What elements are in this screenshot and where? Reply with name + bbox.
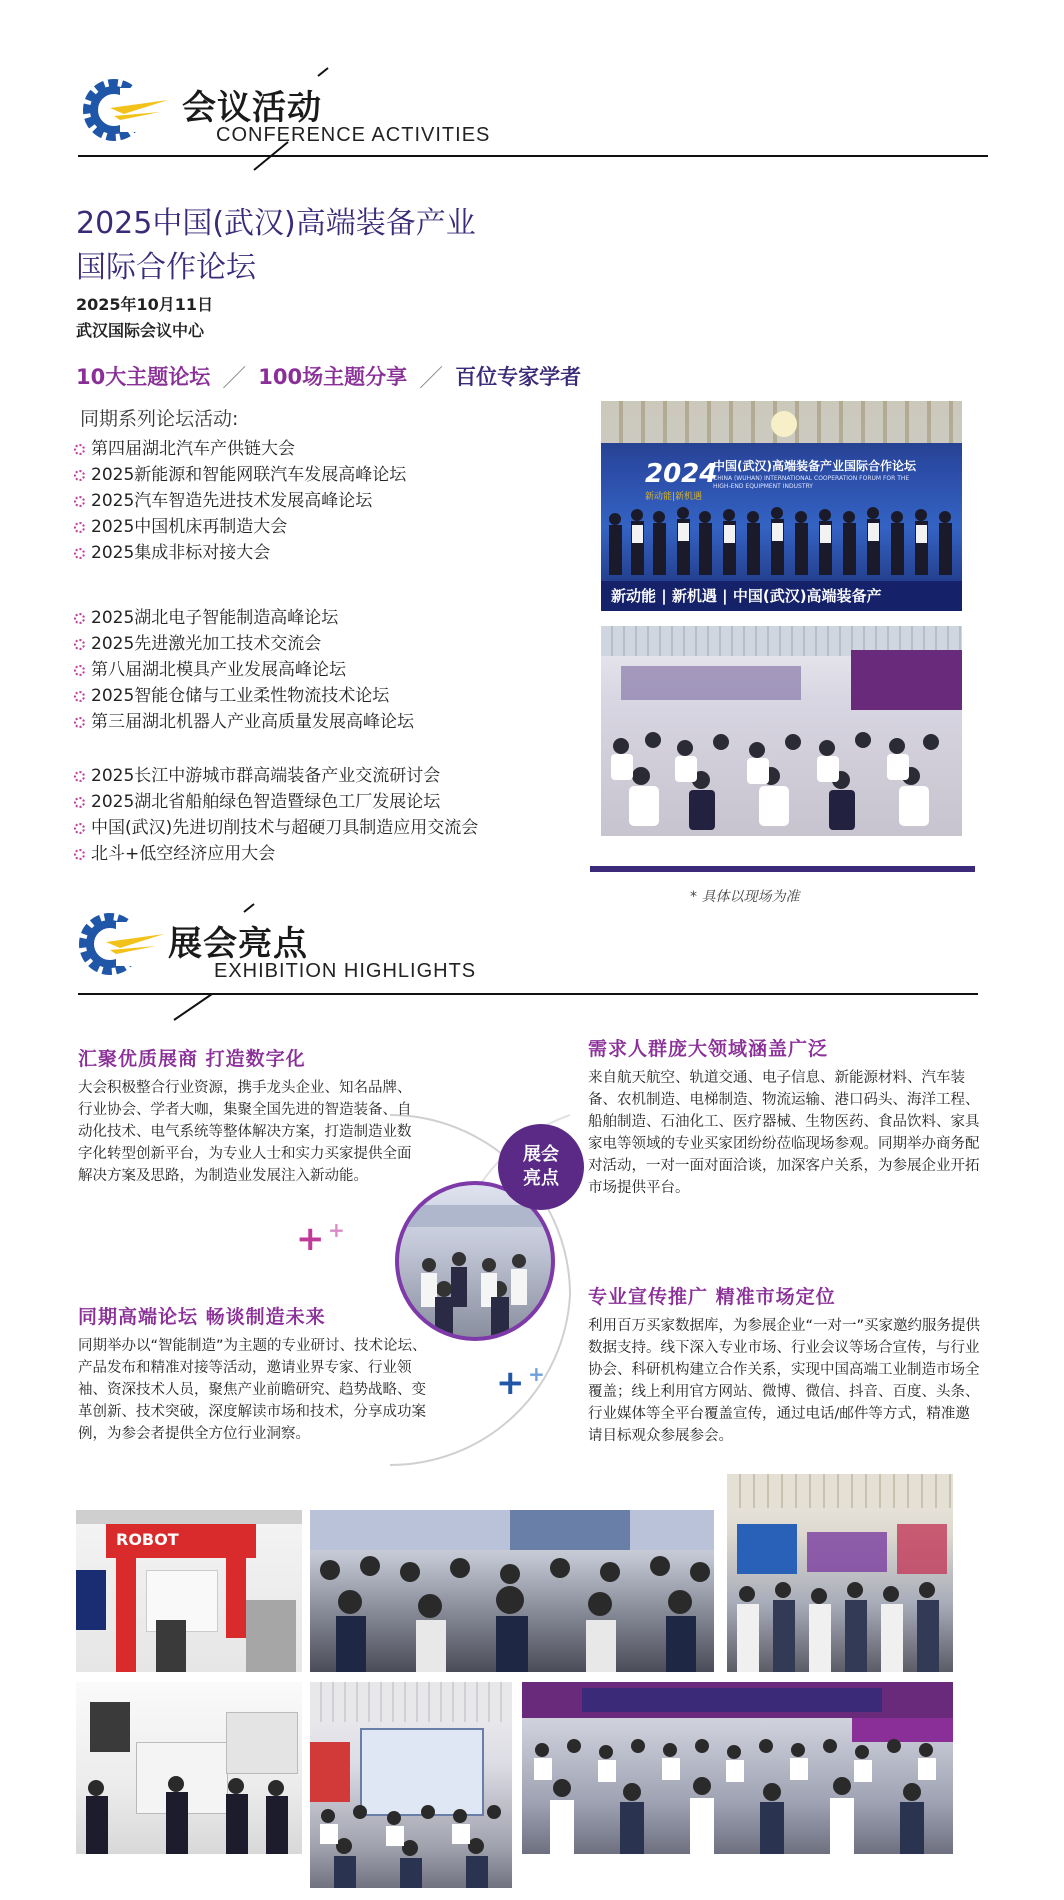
list-item: 中国(武汉)先进切削技术与超硬刀具制造应用交流会 — [74, 815, 478, 841]
list-item: 2025集成非标对接大会 — [74, 540, 406, 566]
stage-banner-year: 2024 — [645, 459, 718, 489]
bullet-icon — [74, 771, 85, 782]
hall-photo — [727, 1474, 953, 1672]
list-item: 2025长江中游城市群高端装备产业交流研讨会 — [74, 763, 478, 789]
bullet-icon — [74, 522, 85, 533]
booth-sign: ROBOT — [116, 1530, 179, 1549]
separator-slash: ／ — [419, 364, 444, 392]
forum-audience-photo — [601, 626, 962, 836]
forum-venue: 武汉国际会议中心 — [76, 321, 205, 340]
booth-robot-photo — [76, 1510, 302, 1672]
bullet-icon — [74, 691, 85, 702]
stage-banner-slogan: 新动能|新机遇 — [645, 492, 703, 502]
forum-title-line2: 国际合作论坛 — [76, 250, 256, 285]
list-item: 2025智能仓储与工业柔性物流技术论坛 — [74, 683, 414, 709]
highlight-talks: 100场主题分享 — [258, 364, 408, 389]
highlights-header-rule — [78, 894, 998, 1024]
highlights-badge — [498, 1124, 584, 1210]
note-subject-to-site: * 具体以现场为准 — [690, 889, 800, 905]
list-item: 2025中国机床再制造大会 — [74, 514, 406, 540]
bullet-icon — [74, 823, 85, 834]
separator-slash: ／ — [222, 364, 247, 392]
list-item: 2025汽车智造先进技术发展高峰论坛 — [74, 488, 406, 514]
bullet-icon — [74, 639, 85, 650]
machine-booth-photo — [76, 1682, 302, 1854]
forum-list-group2 — [74, 605, 414, 735]
crowd-photo — [310, 1510, 714, 1672]
forum-list-group1 — [74, 436, 406, 566]
badge-line2: 亮点 — [523, 1168, 559, 1189]
highlight-heading: 同期高端论坛 畅谈制造未来 — [78, 1306, 326, 1328]
stage-footer-text: 新动能 | 新机遇 | 中国(武汉)高端装备产 — [611, 587, 882, 605]
plus-decoration-icon: + — [328, 1218, 345, 1242]
forum-meta — [76, 292, 213, 344]
audience-crowd — [601, 706, 962, 836]
highlight-experts: 百位专家学者 — [455, 364, 582, 389]
badge-line1: 展会 — [523, 1144, 559, 1165]
expo-hall-photo — [310, 1682, 512, 1888]
list-item: 2025湖北电子智能制造高峰论坛 — [74, 605, 414, 631]
bullet-icon — [74, 470, 85, 481]
highlight-forums: 10大主题论坛 — [76, 364, 211, 389]
list-item: 2025湖北省船舶绿色智造暨绿色工厂发展论坛 — [74, 789, 478, 815]
stage-banner-en: CHINA (WUHAN) INTERNATIONAL COOPERATION FORUM FOR THE HIGH-END EQUIPMENT INDUSTRY — [713, 475, 910, 490]
bullet-icon — [74, 849, 85, 860]
bullet-icon — [74, 717, 85, 728]
plus-decoration-icon: + — [296, 1219, 325, 1259]
stage-crowd — [601, 497, 962, 587]
bullet-icon — [74, 444, 85, 455]
highlight-heading: 需求人群庞大领域涵盖广泛 — [588, 1038, 829, 1060]
list-item: 北斗+低空经济应用大会 — [74, 841, 478, 867]
bullet-icon — [74, 665, 85, 676]
highlight-body: 来自航天航空、轨道交通、电子信息、新能源材料、汽车装备、农机制造、电梯制造、物流运输、港口码头、海洋工程、船舶制造、石油化工、医疗器械、生物医药、食品饮料、家具家电等领域的专业买家团纷纷莅临现场参观。同期举办商务配对活动，一对一面对面洽谈，加深客户关系，为参展企业开拓市场提供平台。 — [588, 1070, 980, 1196]
highlight-body: 同期举办以“智能制造”为主题的专业研讨、技术论坛、产品发布和精准对接等活动，邀请业界专家、行业领袖、资深技术人员，聚焦产业前瞻研究、趋势战略、变革创新、技术突破，深度解读市场和技术，分享成功案例，为参会者提供全方位行业洞察。 — [78, 1338, 427, 1442]
bullet-icon — [74, 496, 85, 507]
list-item: 第四届湖北汽车产供链大会 — [74, 436, 406, 462]
highlight-block-audience — [588, 1034, 984, 1199]
forum-list-group3 — [74, 763, 478, 867]
forum-stage-photo — [601, 401, 962, 611]
highlights-title: 展会亮点 — [168, 924, 308, 964]
bullet-icon — [74, 548, 85, 559]
forum-date: 2025年10月11日 — [76, 295, 214, 314]
highlight-block-exhibitors — [78, 1044, 418, 1187]
highlight-block-forums — [78, 1302, 438, 1445]
conference-header-rule — [78, 60, 998, 172]
series-label: 同期系列论坛活动: — [80, 408, 239, 430]
highlight-heading: 汇聚优质展商 打造数字化 — [78, 1048, 306, 1070]
conference-subtitle: CONFERENCE ACTIVITIES — [216, 124, 491, 146]
highlight-body: 利用百万买家数据库，为参展企业“一对一”买家邀约服务提供数据支持。线下深入专业市场、行业会议等场合宣传，与行业协会、科研机构建立合作关系，实现中国高端工业制造市场全覆盖；线上利用官方网站、微博、微信、抖音、百度、头条、行业媒体等全平台覆盖宣传，通过电话/邮件等方式，精准邀请目标观众参展参会。 — [588, 1318, 981, 1444]
list-item: 2025先进激光加工技术交流会 — [74, 631, 414, 657]
highlights-subtitle: EXHIBITION HIGHLIGHTS — [214, 960, 477, 982]
highlight-body: 大会积极整合行业资源，携手龙头企业、知名品牌、行业协会、学者大咖，集聚全国先进的智造装备、自动化技术、电气系统等整体解决方案，打造制造业数字化转型创新平台，为专业人士和实力买家提供全面解决方案及思路，为制造业发展注入新动能。 — [78, 1080, 412, 1184]
plus-decoration-icon: + — [496, 1363, 525, 1403]
list-item: 2025新能源和智能网联汽车发展高峰论坛 — [74, 462, 406, 488]
stage-banner-title: 中国(武汉)高端装备产业国际合作论坛 — [713, 459, 916, 473]
list-item: 第八届湖北模具产业发展高峰论坛 — [74, 657, 414, 683]
forum-highlights — [76, 358, 581, 393]
highlight-block-promotion — [588, 1282, 984, 1447]
plus-decoration-icon: + — [528, 1362, 545, 1386]
conference-title: 会议活动 — [182, 88, 322, 128]
highlight-heading: 专业宣传推广 精准市场定位 — [588, 1286, 836, 1308]
forum-title — [76, 202, 476, 290]
seminar-photo — [522, 1682, 953, 1854]
photo-caption-bar — [590, 866, 975, 872]
bullet-icon — [74, 613, 85, 624]
list-item: 第三届湖北机器人产业高质量发展高峰论坛 — [74, 709, 414, 735]
bullet-icon — [74, 797, 85, 808]
forum-title-line1: 2025中国(武汉)高端装备产业 — [76, 206, 476, 241]
